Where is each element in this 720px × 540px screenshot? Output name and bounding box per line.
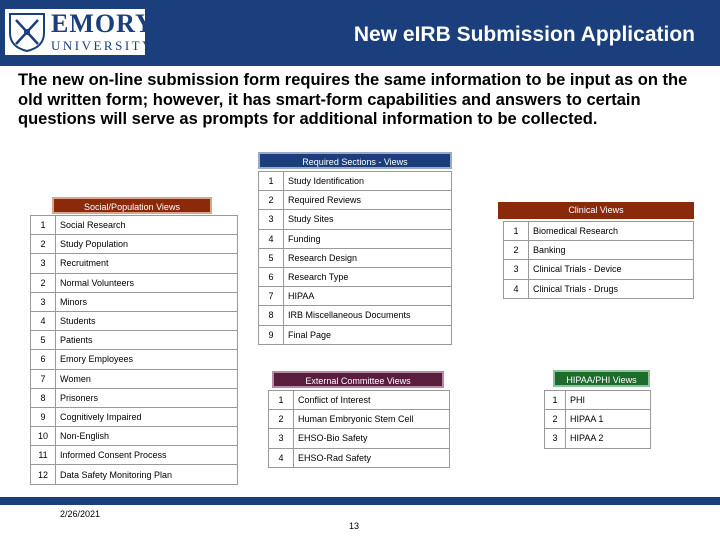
row-number: 3 bbox=[31, 254, 56, 273]
table-row bbox=[269, 410, 450, 429]
row-number: 12 bbox=[31, 465, 56, 484]
row-number: 3 bbox=[545, 429, 566, 448]
row-number: 11 bbox=[31, 446, 56, 465]
social-population-table bbox=[30, 215, 238, 485]
table-row bbox=[259, 306, 452, 325]
table-row bbox=[31, 254, 238, 273]
row-number: 1 bbox=[269, 391, 294, 410]
hipaa-phi-header: HIPAA/PHI Views bbox=[553, 370, 650, 387]
clinical-views-header: Clinical Views bbox=[498, 202, 694, 219]
row-number: 2 bbox=[259, 191, 284, 210]
page-title: New eIRB Submission Application bbox=[353, 23, 695, 46]
row-label: Study Population bbox=[56, 235, 238, 254]
row-number: 3 bbox=[269, 429, 294, 448]
row-label: Funding bbox=[284, 229, 452, 248]
row-label: Prisoners bbox=[56, 388, 238, 407]
row-number: 7 bbox=[31, 369, 56, 388]
table-row bbox=[31, 273, 238, 292]
row-label: Required Reviews bbox=[284, 191, 452, 210]
row-label: Study Sites bbox=[284, 210, 452, 229]
table-row bbox=[31, 465, 238, 484]
table-row bbox=[269, 429, 450, 448]
table-row bbox=[31, 311, 238, 330]
table-row bbox=[504, 279, 694, 298]
intro-text: The new on-line submission form requires the same information to be input as on the old written form; however, it has smart-form capabilities and answers to certain questions will serve as prompts for additional information to be collected. bbox=[18, 71, 688, 128]
table-row bbox=[259, 210, 452, 229]
row-number: 4 bbox=[259, 229, 284, 248]
table-row bbox=[545, 391, 651, 410]
row-number: 4 bbox=[31, 311, 56, 330]
row-label: Banking bbox=[529, 241, 694, 260]
table-row bbox=[259, 172, 452, 191]
table-row bbox=[259, 229, 452, 248]
row-number: 10 bbox=[31, 427, 56, 446]
row-label: Social Research bbox=[56, 216, 238, 235]
row-label: HIPAA 2 bbox=[566, 429, 651, 448]
row-label: Informed Consent Process bbox=[56, 446, 238, 465]
row-number: 3 bbox=[504, 260, 529, 279]
external-committee-table bbox=[268, 390, 450, 468]
row-number: 2 bbox=[31, 273, 56, 292]
row-label: Human Embryonic Stem Cell bbox=[294, 410, 450, 429]
row-number: 8 bbox=[259, 306, 284, 325]
row-label: Research Type bbox=[284, 267, 452, 286]
row-label: Study Identification bbox=[284, 172, 452, 191]
row-number: 5 bbox=[31, 331, 56, 350]
row-label: Clinical Trials - Drugs bbox=[529, 279, 694, 298]
row-label: Patients bbox=[56, 331, 238, 350]
table-row bbox=[31, 292, 238, 311]
table-row bbox=[259, 191, 452, 210]
table-row bbox=[31, 331, 238, 350]
header-bar bbox=[0, 0, 720, 66]
table-row bbox=[504, 241, 694, 260]
row-label: EHSO-Rad Safety bbox=[294, 448, 450, 467]
row-number: 5 bbox=[259, 248, 284, 267]
table-row bbox=[31, 427, 238, 446]
footer-bar bbox=[0, 497, 720, 505]
page-number: 13 bbox=[349, 521, 360, 531]
row-label: EHSO-Bio Safety bbox=[294, 429, 450, 448]
row-number: 6 bbox=[259, 267, 284, 286]
row-number: 1 bbox=[31, 216, 56, 235]
row-label: Clinical Trials - Device bbox=[529, 260, 694, 279]
table-row bbox=[31, 216, 238, 235]
row-label: Non-English bbox=[56, 427, 238, 446]
row-number: 1 bbox=[259, 172, 284, 191]
row-number: 8 bbox=[31, 388, 56, 407]
row-label: Conflict of Interest bbox=[294, 391, 450, 410]
logo-wordmark: EMORY bbox=[51, 9, 155, 38]
row-number: 1 bbox=[545, 391, 566, 410]
table-row bbox=[545, 429, 651, 448]
row-label: HIPAA 1 bbox=[566, 410, 651, 429]
table-row bbox=[31, 388, 238, 407]
table-row bbox=[504, 260, 694, 279]
table-row bbox=[259, 267, 452, 286]
table-row bbox=[259, 287, 452, 306]
required-sections-header: Required Sections - Views bbox=[258, 152, 452, 169]
row-label: Data Safety Monitoring Plan bbox=[56, 465, 238, 484]
shield-icon bbox=[7, 11, 47, 53]
external-committee-header: External Committee Views bbox=[272, 371, 444, 388]
logo-subtitle: UNIVERSITY bbox=[51, 38, 154, 53]
row-number: 2 bbox=[545, 410, 566, 429]
emory-logo bbox=[4, 8, 155, 56]
table-row bbox=[545, 410, 651, 429]
row-number: 3 bbox=[31, 292, 56, 311]
row-label: Minors bbox=[56, 292, 238, 311]
table-row bbox=[504, 222, 694, 241]
clinical-views-table bbox=[503, 221, 694, 299]
table-row bbox=[31, 235, 238, 254]
row-number: 9 bbox=[31, 407, 56, 426]
table-row bbox=[31, 407, 238, 426]
row-number: 2 bbox=[31, 235, 56, 254]
required-sections-table bbox=[258, 171, 452, 345]
table-row bbox=[31, 446, 238, 465]
table-row bbox=[269, 448, 450, 467]
row-label: Students bbox=[56, 311, 238, 330]
row-label: Women bbox=[56, 369, 238, 388]
row-label: Emory Employees bbox=[56, 350, 238, 369]
row-number: 2 bbox=[504, 241, 529, 260]
row-number: 7 bbox=[259, 287, 284, 306]
table-row bbox=[259, 248, 452, 267]
social-population-header: Social/Population Views bbox=[52, 197, 212, 214]
footer-date: 2/26/2021 bbox=[60, 509, 101, 519]
row-number: 4 bbox=[504, 279, 529, 298]
row-label: Normal Volunteers bbox=[56, 273, 238, 292]
table-row bbox=[31, 350, 238, 369]
row-number: 9 bbox=[259, 325, 284, 344]
row-label: Biomedical Research bbox=[529, 222, 694, 241]
row-number: 1 bbox=[504, 222, 529, 241]
row-label: Recruitment bbox=[56, 254, 238, 273]
table-row bbox=[259, 325, 452, 344]
table-row bbox=[31, 369, 238, 388]
row-label: Cognitively Impaired bbox=[56, 407, 238, 426]
row-number: 2 bbox=[269, 410, 294, 429]
hipaa-phi-table bbox=[544, 390, 651, 449]
row-number: 6 bbox=[31, 350, 56, 369]
row-number: 3 bbox=[259, 210, 284, 229]
row-label: Final Page bbox=[284, 325, 452, 344]
row-label: HIPAA bbox=[284, 287, 452, 306]
row-number: 4 bbox=[269, 448, 294, 467]
row-label: IRB Miscellaneous Documents bbox=[284, 306, 452, 325]
row-label: PHI bbox=[566, 391, 651, 410]
row-label: Research Design bbox=[284, 248, 452, 267]
table-row bbox=[269, 391, 450, 410]
